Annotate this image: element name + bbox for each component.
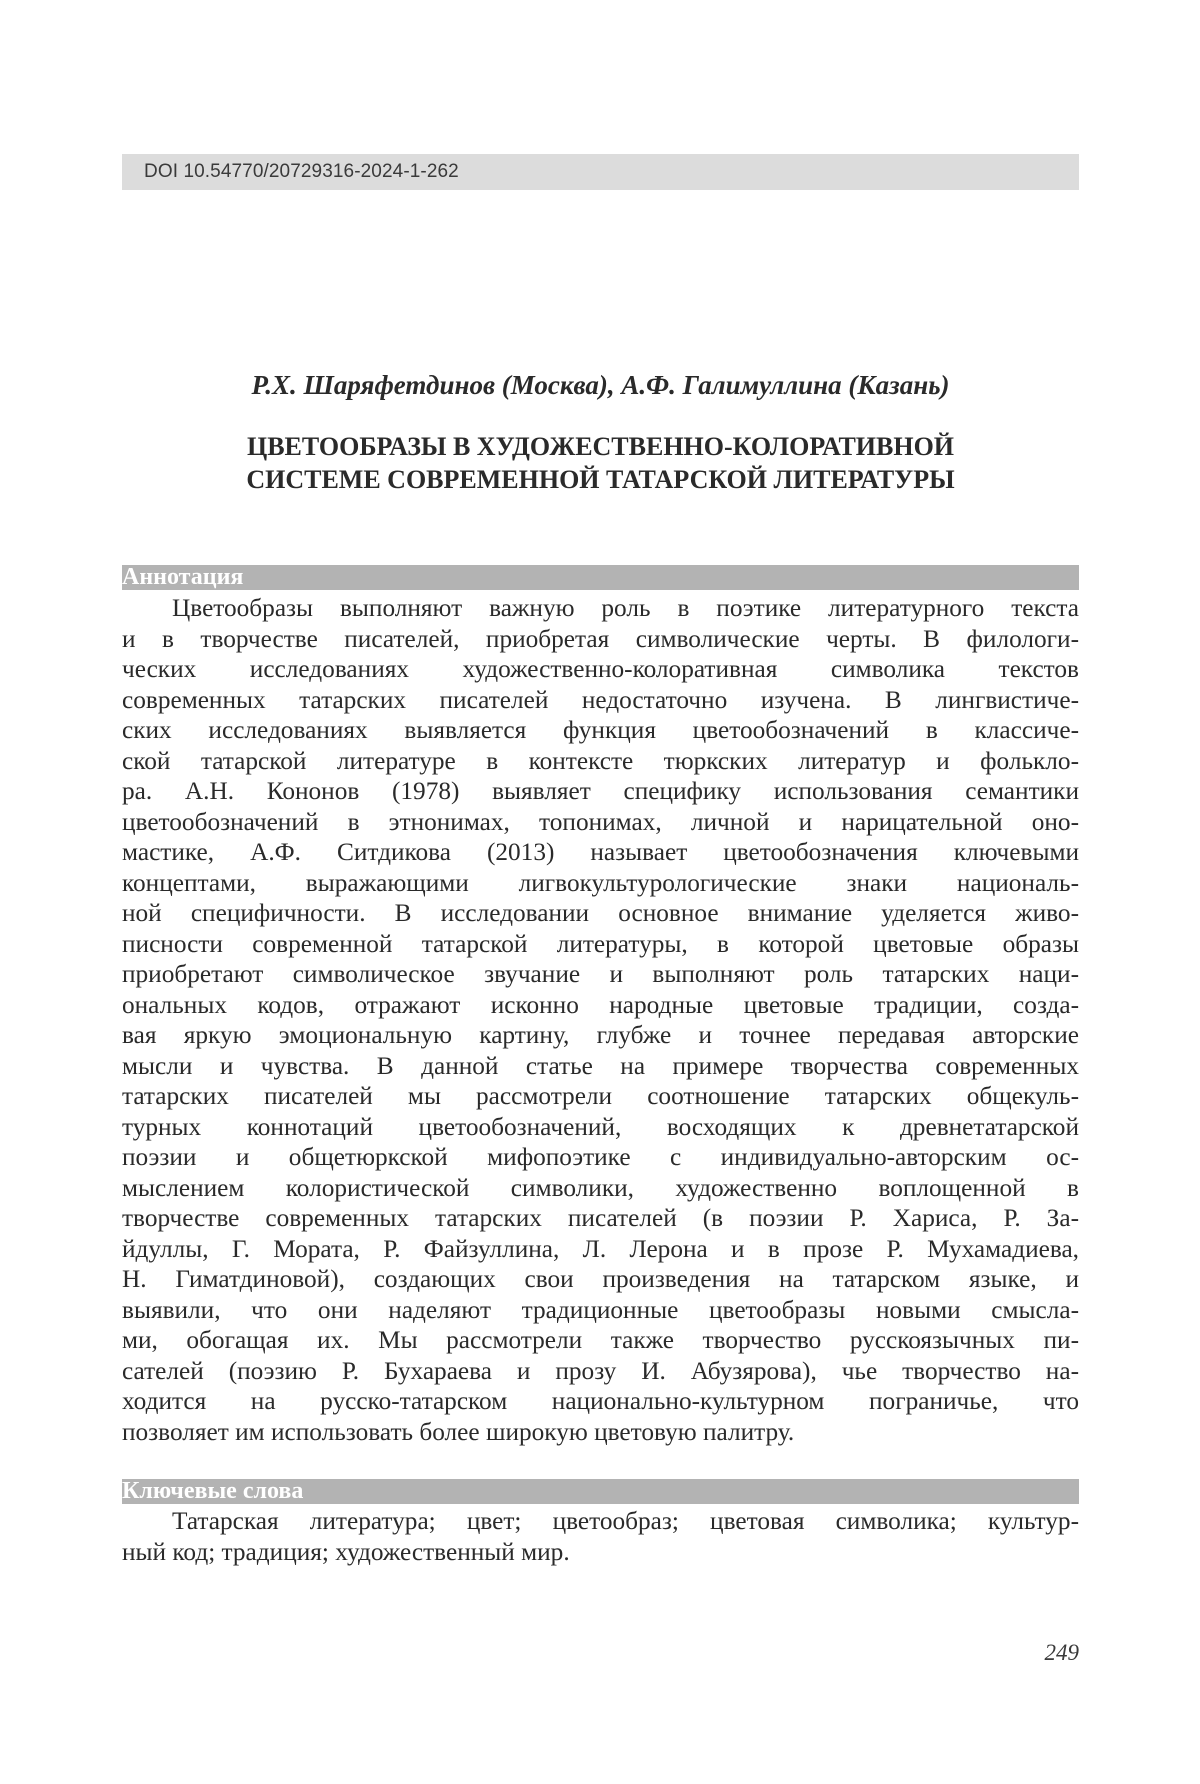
abstract-line: Цветообразы выполняют важную роль в поэтике литературного текста — [122, 593, 1079, 624]
keywords-body — [122, 1506, 1079, 1567]
abstract-line: турных коннотаций цветообозначений, восходящих к древнетатарской — [122, 1112, 1079, 1143]
abstract-line: концептами, выражающими лигвокультурологические знаки националь- — [122, 868, 1079, 899]
keywords-heading: Ключевые слова — [122, 1478, 303, 1504]
abstract-line: ских исследованиях выявляется функция цветообозначений в классиче- — [122, 715, 1079, 746]
article-title — [122, 430, 1079, 496]
article-title-line: ЦВЕТООБРАЗЫ В ХУДОЖЕСТВЕННО-КОЛОРАТИВНОЙ — [122, 430, 1079, 463]
abstract-line: творчестве современных татарских писателей (в поэзии Р. Хариса, Р. За- — [122, 1203, 1079, 1234]
abstract-line: Н. Гиматдиновой), создающих свои произведения на татарском языке, и — [122, 1264, 1079, 1295]
abstract-line: и в творчестве писателей, приобретая символические черты. В филологи- — [122, 624, 1079, 655]
abstract-line: позволяет им использовать более широкую цветовую палитру. — [122, 1417, 1079, 1448]
abstract-line: поэзии и общетюркской мифопоэтике с индивидуально-авторским ос- — [122, 1142, 1079, 1173]
abstract-line: ной специфичности. В исследовании основное внимание уделяется живо- — [122, 898, 1079, 929]
journal-page — [0, 0, 1200, 1784]
abstract-line: ра. А.Н. Кононов (1978) выявляет специфику использования семантики — [122, 776, 1079, 807]
abstract-body — [122, 593, 1079, 1447]
abstract-line: мыслением колористической символики, художественно воплощенной в — [122, 1173, 1079, 1204]
keywords-heading-bar — [122, 1479, 1079, 1504]
abstract-heading-bar — [122, 565, 1079, 590]
abstract-line: йдуллы, Г. Мората, Р. Файзуллина, Л. Лерона и в прозе Р. Мухамадиева, — [122, 1234, 1079, 1265]
abstract-line: современных татарских писателей недостаточно изучена. В лингвистиче- — [122, 685, 1079, 716]
keywords-line: Татарская литература; цвет; цветообраз; цветовая символика; культур- — [122, 1506, 1079, 1537]
abstract-line: цветообозначений в этнонимах, топонимах, личной и нарицательной оно- — [122, 807, 1079, 838]
abstract-line: ческих исследованиях художественно-колоративная символика текстов — [122, 654, 1079, 685]
article-title-line: СИСТЕМЕ СОВРЕМЕННОЙ ТАТАРСКОЙ ЛИТЕРАТУРЫ — [122, 463, 1079, 496]
abstract-line: сателей (поэзию Р. Бухараева и прозу И. Абузярова), чье творчество на- — [122, 1356, 1079, 1387]
abstract-line: татарских писателей мы рассмотрели соотношение татарских общекуль- — [122, 1081, 1079, 1112]
page-number: 249 — [1045, 1640, 1080, 1666]
abstract-line: приобретают символическое звучание и выполняют роль татарских наци- — [122, 959, 1079, 990]
abstract-heading: Аннотация — [122, 564, 243, 590]
abstract-line: ми, обогащая их. Мы рассмотрели также творчество русскоязычных пи- — [122, 1325, 1079, 1356]
abstract-line: выявили, что они наделяют традиционные цветообразы новыми смысла- — [122, 1295, 1079, 1326]
abstract-line: мысли и чувства. В данной статье на примере творчества современных — [122, 1051, 1079, 1082]
abstract-line: ходится на русско-татарском национально-культурном пограничье, что — [122, 1386, 1079, 1417]
abstract-line: ональных кодов, отражают исконно народные цветовые традиции, созда- — [122, 990, 1079, 1021]
keywords-line: ный код; традиция; художественный мир. — [122, 1537, 1079, 1568]
abstract-line: вая яркую эмоциональную картину, глубже и точнее передавая авторские — [122, 1020, 1079, 1051]
abstract-line: писности современной татарской литературы, в которой цветовые образы — [122, 929, 1079, 960]
doi-bar — [122, 154, 1079, 190]
abstract-line: ской татарской литературе в контексте тюркских литератур и фолькло- — [122, 746, 1079, 777]
doi-text: DOI 10.54770/20729316-2024-1-262 — [144, 161, 459, 183]
article-authors: Р.Х. Шаряфетдинов (Москва), А.Ф. Галимуллина (Казань) — [122, 370, 1079, 401]
abstract-line: мастике, А.Ф. Ситдикова (2013) называет цветообозначения ключевыми — [122, 837, 1079, 868]
